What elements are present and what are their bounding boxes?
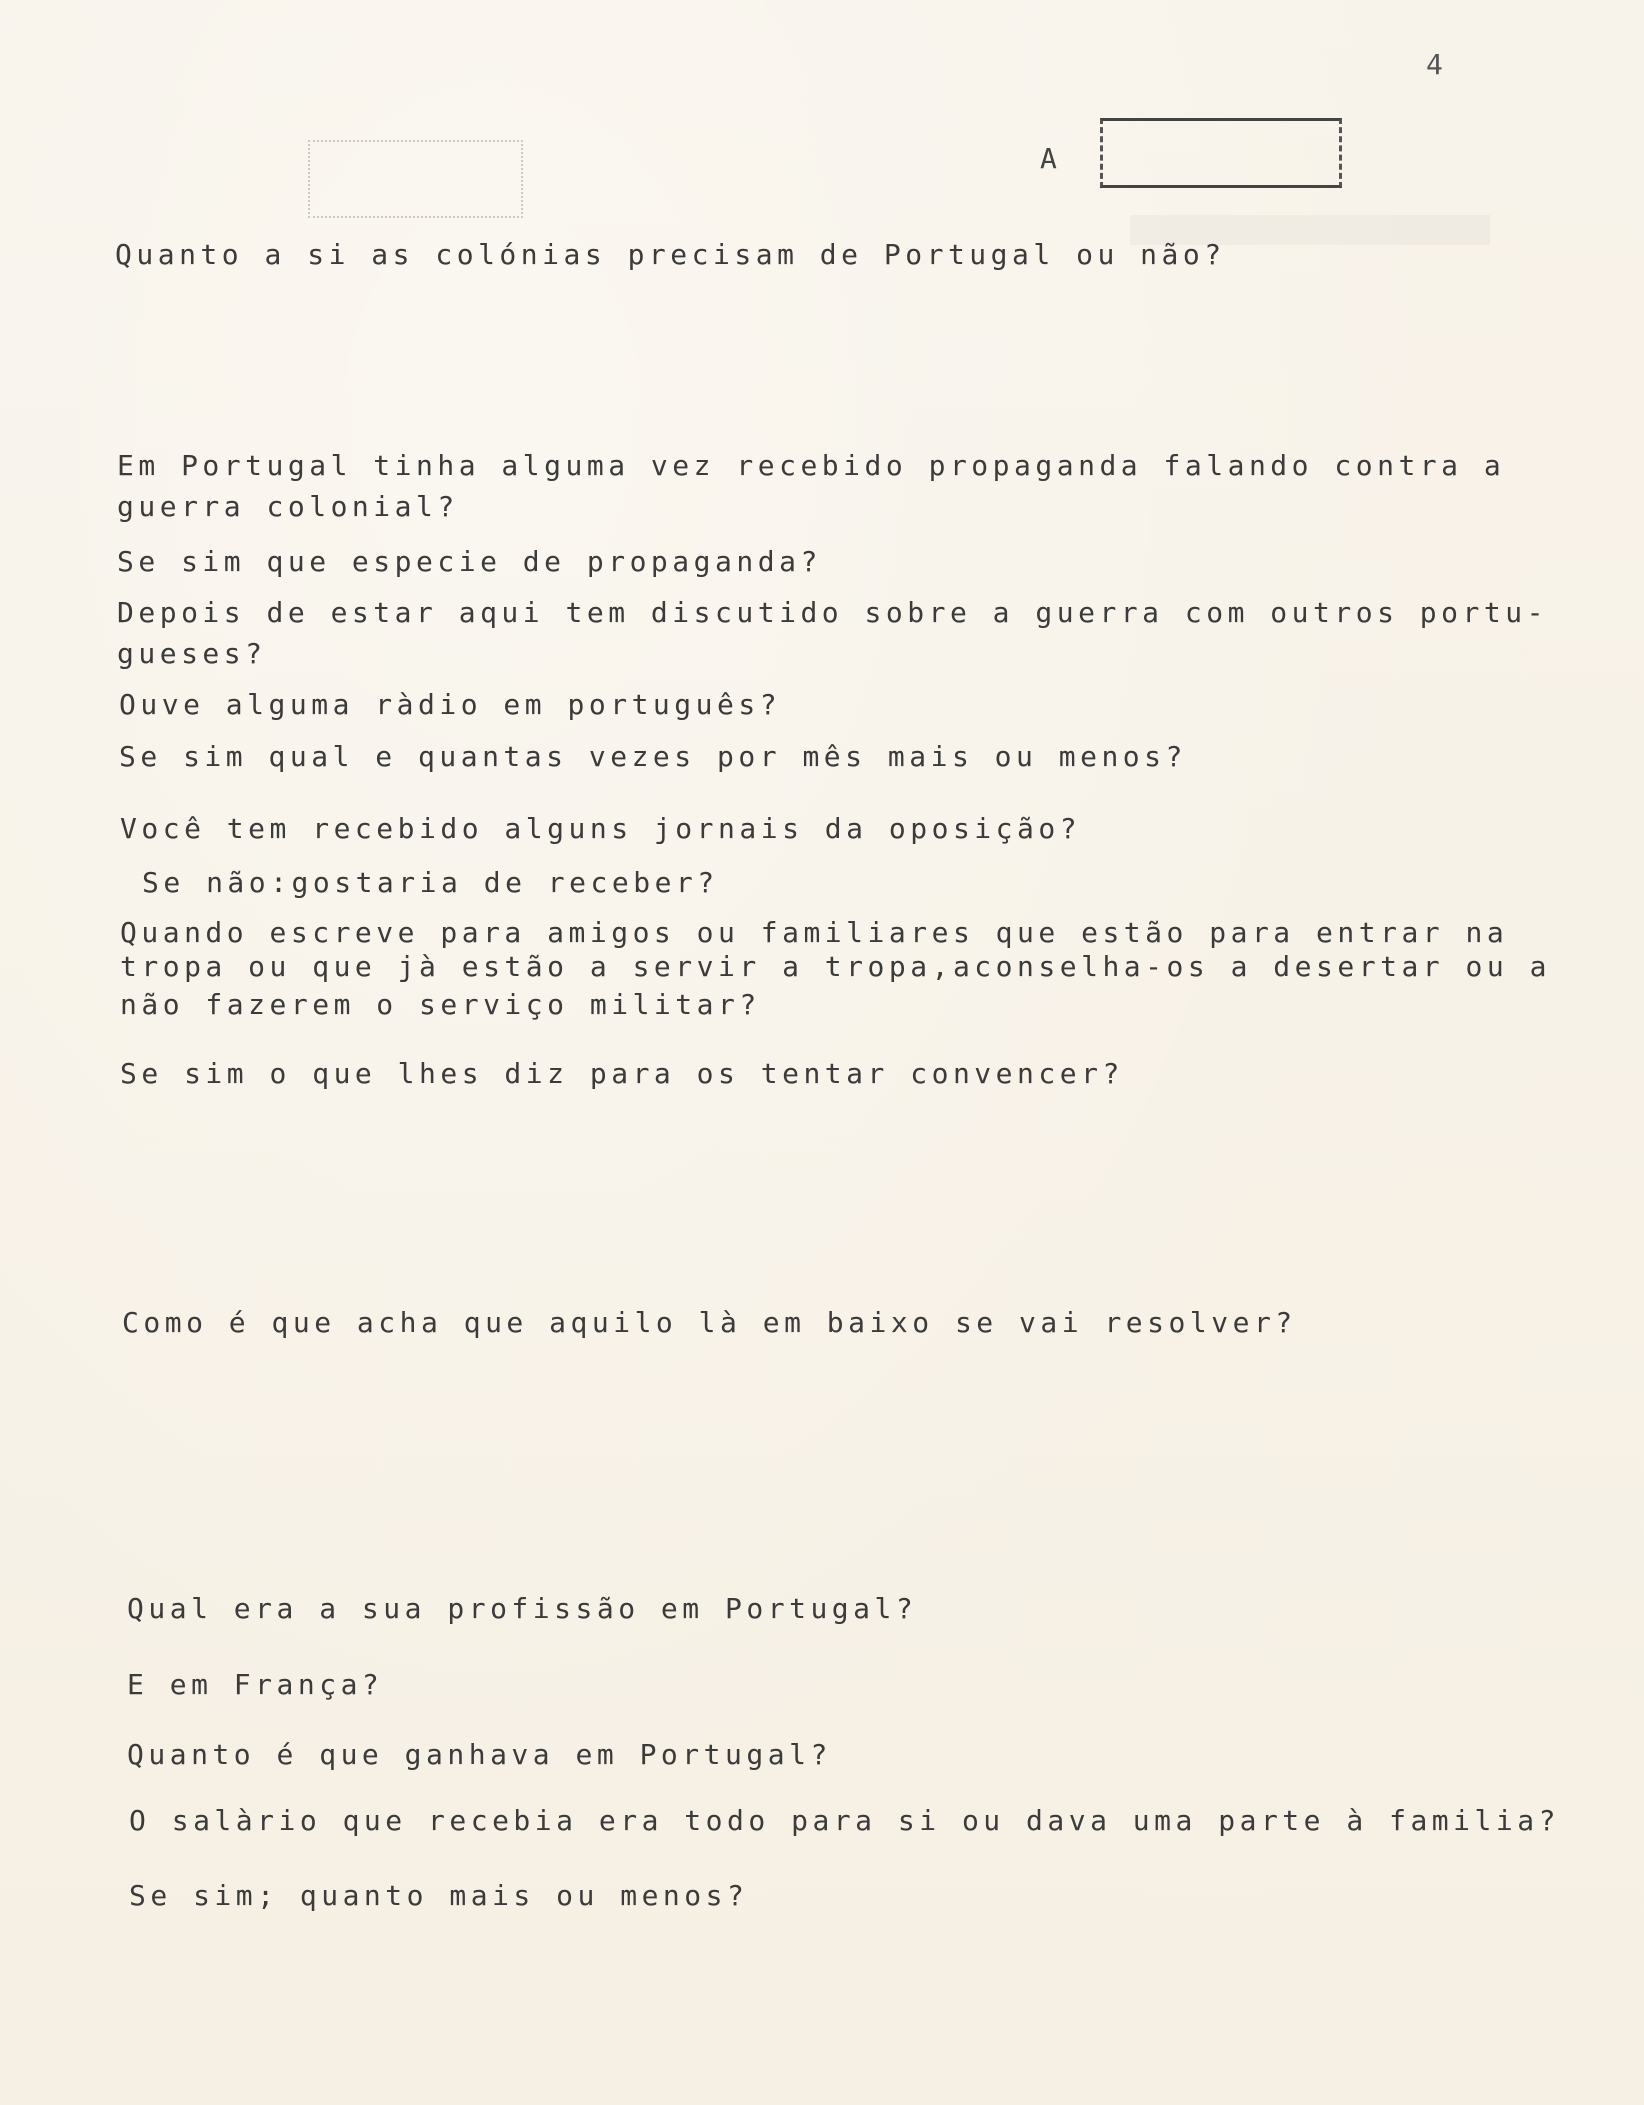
question-9-line-3: não fazerem o serviço militar?: [120, 988, 761, 1021]
question-13-line-1: E em França?: [127, 1668, 384, 1701]
question-8-line-1: Se não:gostaria de receber?: [142, 866, 719, 899]
question-7-line-1: Você tem recebido alguns jornais da oposição?: [120, 812, 1082, 845]
question-9-line-1: Quando escreve para amigos ou familiares que estão para entrar na: [120, 916, 1509, 949]
question-6-line-1: Se sim qual e quantas vezes por mês mais ou menos?: [119, 740, 1187, 773]
question-10-line-1: Se sim o que lhes diz para os tentar convencer?: [120, 1057, 1124, 1090]
question-2-line-1: Em Portugal tinha alguma vez recebido propaganda falando contra a: [117, 449, 1506, 482]
question-3-line-1: Se sim que especie de propaganda?: [117, 545, 822, 578]
answer-box-label: A: [1040, 142, 1057, 175]
question-11-line-1: Como é que acha que aquilo là em baixo se vai resolver?: [122, 1306, 1297, 1339]
answer-box: [1100, 118, 1342, 188]
page-number: 4: [1426, 48, 1443, 81]
question-15-line-1: O salàrio que recebia era todo para si ou dava uma parte à familia?: [129, 1804, 1560, 1837]
question-4-line-2: gueses?: [117, 637, 267, 670]
question-2-line-2: guerra colonial?: [117, 490, 459, 523]
question-14-line-1: Quanto é que ganhava em Portugal?: [127, 1738, 832, 1771]
question-4-line-1: Depois de estar aqui tem discutido sobre a guerra com outros portu-: [117, 596, 1548, 629]
bleed-through-box: [308, 140, 523, 218]
question-16-line-1: Se sim; quanto mais ou menos?: [129, 1879, 749, 1912]
question-9-line-2: tropa ou que jà estão a servir a tropa,aconselha-os a desertar ou a: [120, 950, 1551, 983]
question-5-line-1: Ouve alguma ràdio em português?: [119, 688, 782, 721]
question-12-line-1: Qual era a sua profissão em Portugal?: [127, 1592, 918, 1625]
question-1-line-1: Quanto a si as colónias precisam de Portugal ou não?: [115, 238, 1226, 271]
